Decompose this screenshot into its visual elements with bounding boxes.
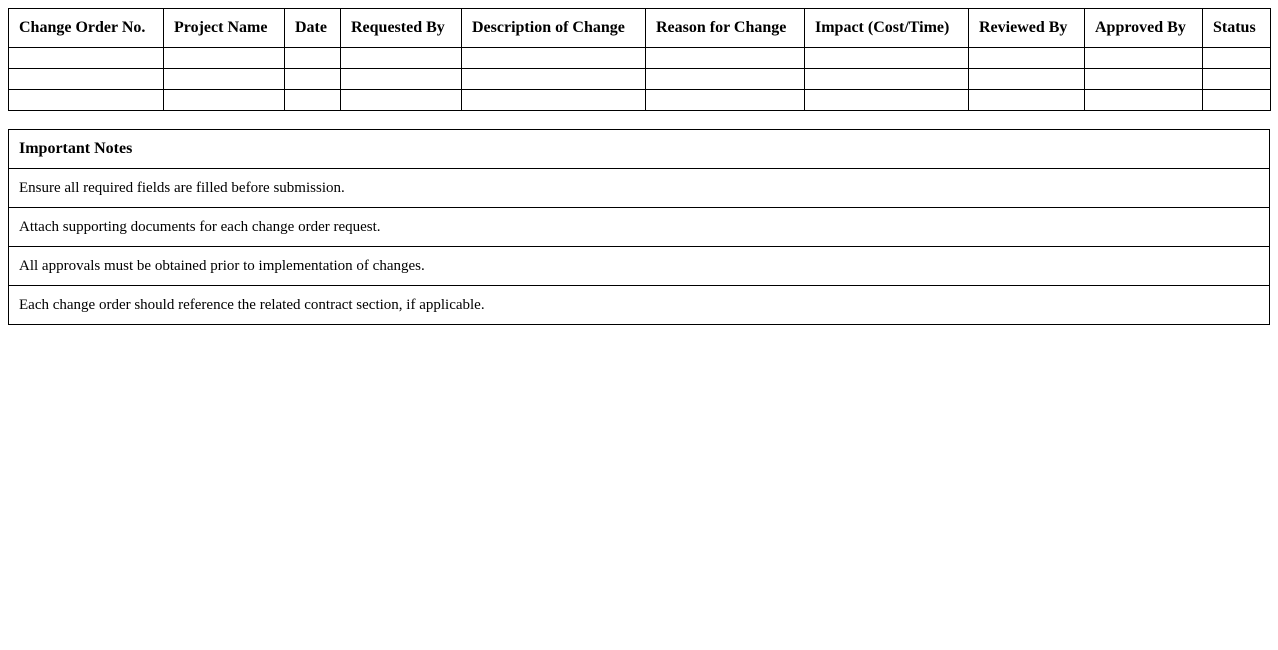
table-cell[interactable] [969, 90, 1085, 111]
column-header-reviewed-by: Reviewed By [969, 9, 1085, 48]
table-cell[interactable] [164, 48, 285, 69]
column-header-impact: Impact (Cost/Time) [805, 9, 969, 48]
change-order-table [8, 8, 1271, 111]
table-cell[interactable] [805, 90, 969, 111]
column-header-description-of-change: Description of Change [462, 9, 646, 48]
table-cell[interactable] [341, 90, 462, 111]
table-cell[interactable] [805, 69, 969, 90]
table-cell[interactable] [9, 48, 164, 69]
table-cell[interactable] [341, 48, 462, 69]
table-row [9, 48, 1271, 69]
table-row [9, 90, 1271, 111]
note-item: Ensure all required fields are filled before submission. [9, 169, 1269, 208]
table-cell[interactable] [805, 48, 969, 69]
table-cell[interactable] [1085, 69, 1203, 90]
table-cell[interactable] [462, 90, 646, 111]
table-cell[interactable] [285, 69, 341, 90]
table-cell[interactable] [341, 69, 462, 90]
table-cell[interactable] [1203, 69, 1271, 90]
column-header-change-order-no: Change Order No. [9, 9, 164, 48]
note-item: Each change order should reference the related contract section, if applicable. [9, 286, 1269, 325]
table-cell[interactable] [646, 90, 805, 111]
table-cell[interactable] [9, 69, 164, 90]
table-cell[interactable] [646, 69, 805, 90]
table-cell[interactable] [969, 48, 1085, 69]
column-header-approved-by: Approved By [1085, 9, 1203, 48]
table-cell[interactable] [1203, 48, 1271, 69]
table-header-row [9, 9, 1271, 48]
note-item: Attach supporting documents for each change order request. [9, 208, 1269, 247]
important-notes-box [8, 129, 1270, 325]
note-item: All approvals must be obtained prior to implementation of changes. [9, 247, 1269, 286]
table-cell[interactable] [9, 90, 164, 111]
table-row [9, 69, 1271, 90]
table-cell[interactable] [164, 69, 285, 90]
table-cell[interactable] [969, 69, 1085, 90]
column-header-reason-for-change: Reason for Change [646, 9, 805, 48]
column-header-project-name: Project Name [164, 9, 285, 48]
table-cell[interactable] [164, 90, 285, 111]
table-cell[interactable] [462, 48, 646, 69]
table-cell[interactable] [462, 69, 646, 90]
notes-title: Important Notes [9, 130, 1269, 169]
table-cell[interactable] [1085, 48, 1203, 69]
column-header-status: Status [1203, 9, 1271, 48]
table-cell[interactable] [285, 48, 341, 69]
table-cell[interactable] [646, 48, 805, 69]
table-cell[interactable] [1085, 90, 1203, 111]
table-cell[interactable] [285, 90, 341, 111]
table-cell[interactable] [1203, 90, 1271, 111]
column-header-date: Date [285, 9, 341, 48]
column-header-requested-by: Requested By [341, 9, 462, 48]
